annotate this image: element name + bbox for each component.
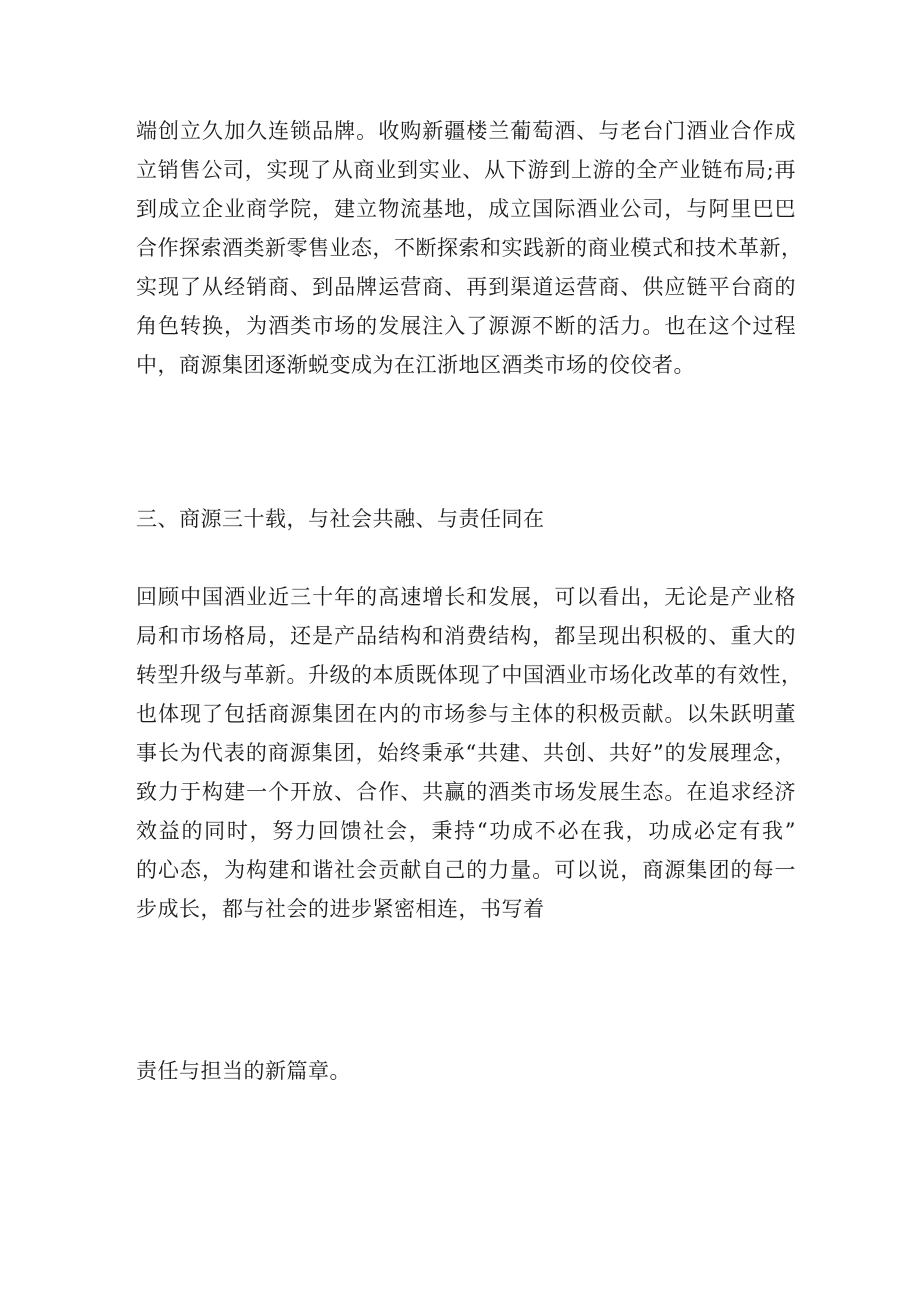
text-line: 责任与担当的新篇章。 [136, 1059, 351, 1083]
text-line: 角色转换，为酒类市场的发展注入了源源不断的活力。也在这个过程 [136, 314, 796, 338]
text-line: 步成长，都与社会的进步紧密相连，书写着 [136, 897, 545, 921]
paragraph-industry-review [136, 578, 803, 929]
section-heading [136, 500, 796, 539]
text-line: 回顾中国酒业近三十年的高速增长和发展，可以看出，无论是产业格 [136, 585, 796, 609]
text-line: 效益的同时，努力回馈社会，秉持“功成不必在我，功成必定有我” [136, 819, 796, 843]
text-line: 实现了从经销商、到品牌运营商、再到渠道运营商、供应链平台商的 [136, 275, 796, 299]
section-heading-text: 三、商源三十载，与社会共融、与责任同在 [136, 507, 545, 531]
text-line: 局和市场格局，还是产品结构和消费结构，都呈现出积极的、重大的 [136, 624, 796, 648]
text-line: 端创立久加久连锁品牌。收购新疆楼兰葡萄酒、与老台门酒业合作成 [136, 119, 796, 143]
text-line: 也体现了包括商源集团在内的市场参与主体的积极贡献。以朱跃明董 [136, 702, 796, 726]
paragraph-company-history [136, 112, 803, 385]
text-line: 中，商源集团逐渐蜕变成为在江浙地区酒类市场的佼佼者。 [136, 353, 695, 377]
text-line: 致力于构建一个开放、合作、共赢的酒类市场发展生态。在追求经济 [136, 780, 796, 804]
text-line: 到成立企业商学院，建立物流基地，成立国际酒业公司，与阿里巴巴 [136, 197, 796, 221]
text-line: 转型升级与革新。升级的本质既体现了中国酒业市场化改革的有效性， [136, 663, 803, 687]
paragraph-closing [136, 1052, 796, 1091]
text-line: 事长为代表的商源集团，始终秉承“共建、共创、共好”的发展理念， [136, 741, 796, 765]
text-line: 立销售公司，实现了从商业到实业、从下游到上游的全产业链布局;再 [136, 158, 796, 182]
text-line: 合作探索酒类新零售业态，不断探索和实践新的商业模式和技术革新， [136, 236, 803, 260]
text-line: 的心态，为构建和谐社会贡献自己的力量。可以说，商源集团的每一 [136, 858, 796, 882]
